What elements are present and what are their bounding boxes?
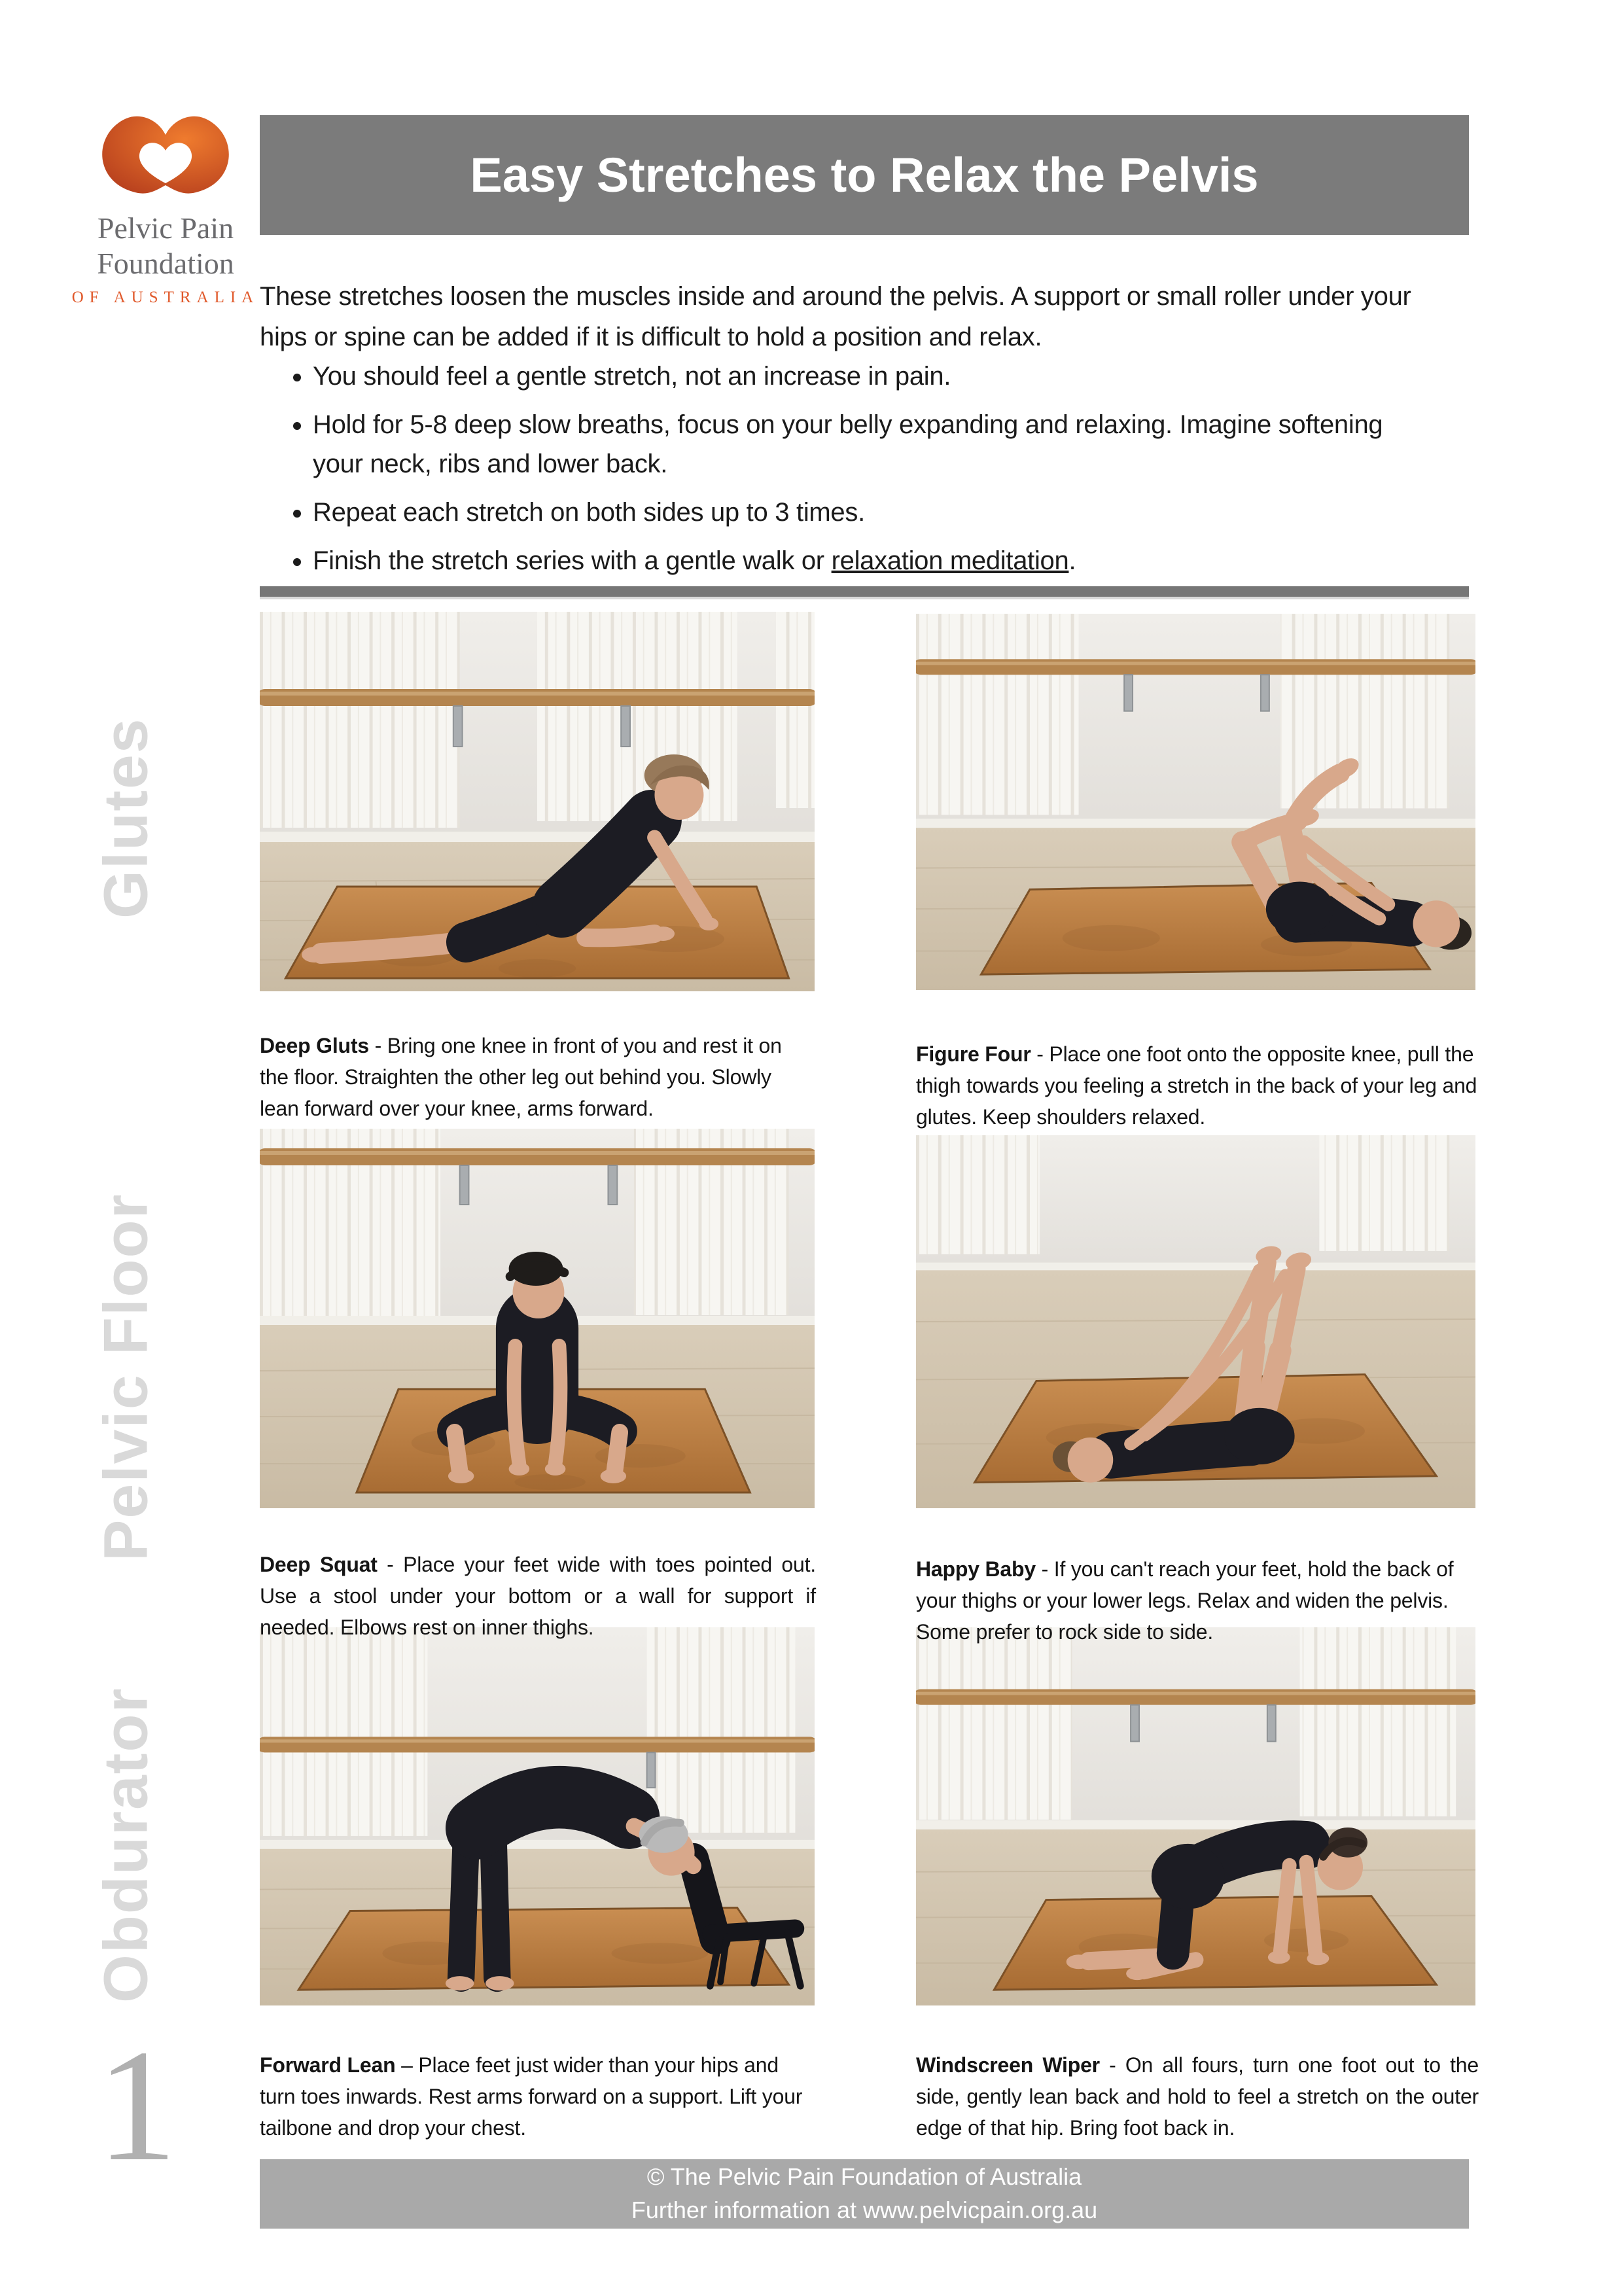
forward-lean-photo xyxy=(260,1627,815,2005)
caption-separator: - xyxy=(1099,2053,1125,2077)
exercise-name: Deep Gluts xyxy=(260,1034,369,1057)
section-label-obdurator: Obdurator xyxy=(91,1687,161,2004)
exercise-name: Windscreen Wiper xyxy=(916,2053,1100,2077)
exercise-name: Deep Squat xyxy=(260,1553,378,1576)
caption-separator: - xyxy=(368,1034,387,1057)
list-item-text: Finish the stretch series with a gentle walk or xyxy=(313,546,832,575)
caption-separator: – xyxy=(395,2053,419,2077)
windscreen-wiper-illustration-icon xyxy=(916,1627,1475,2005)
happy-baby-caption xyxy=(916,1553,1479,1648)
forward-lean-caption xyxy=(260,2049,816,2144)
pelvic-pain-foundation-logo xyxy=(71,110,260,307)
exercise-name: Figure Four xyxy=(916,1042,1031,1066)
figure-four-illustration-icon xyxy=(916,614,1475,990)
exercise-description: Place feet just wider than your hips and turn toes inwards. Rest arms forward on a support. Lift your tailbone and drop your chest. xyxy=(260,2053,803,2140)
intro-paragraph: These stretches loosen the muscles inside and around the pelvis. A support or small roller under your hips or spine can be added if it is difficult to hold a position and relax. xyxy=(260,282,1411,351)
deep-gluts-illustration-icon xyxy=(260,612,815,991)
caption-separator: - xyxy=(377,1553,404,1576)
exercise-description: Place one foot onto the opposite knee, pull the thigh towards you feeling a stretch in the back of your leg and glutes. Keep shoulders relaxed. xyxy=(916,1042,1477,1129)
list-item: • Hold for 5-8 deep slow breaths, focus on your belly expanding and relaxing. Imagine softening your neck, ribs and lower back. xyxy=(313,405,1425,484)
deep-gluts-caption xyxy=(260,1030,816,1124)
figure-four-caption xyxy=(916,1038,1479,1133)
exercise-description: If you can't reach your feet, hold the back of your thighs or your lower legs. Relax and widen the pelvis. Some prefer to rock side to side. xyxy=(916,1557,1454,1644)
logo-name-line1: Pelvic Pain xyxy=(97,211,234,245)
happy-baby-illustration-icon xyxy=(916,1135,1475,1508)
figure-four-photo xyxy=(916,614,1475,990)
section-divider xyxy=(260,586,1469,599)
caption-separator: - xyxy=(1035,1557,1054,1581)
section-label-glutes: Glutes xyxy=(91,717,161,919)
exercise-description: Place your feet wide with toes pointed out. Use a stool under your bottom or a wall for support if needed. Elbows rest on inner thighs. xyxy=(260,1553,816,1639)
heart-pelvis-logo-icon xyxy=(97,110,234,202)
forward-lean-illustration-icon xyxy=(260,1627,815,2005)
deep-squat-photo xyxy=(260,1129,815,1508)
exercise-description: Bring one knee in front of you and rest it on the floor. Straighten the other leg out behind you. Slowly lean forward over your knee, arms forward. xyxy=(260,1034,782,1120)
windscreen-wiper-photo xyxy=(916,1627,1475,2005)
logo-name xyxy=(71,211,260,282)
exercise-name: Happy Baby xyxy=(916,1557,1036,1581)
deep-gluts-photo xyxy=(260,612,815,991)
deep-squat-illustration-icon xyxy=(260,1129,815,1508)
caption-separator: - xyxy=(1031,1042,1049,1066)
instruction-list xyxy=(275,357,1425,590)
page-title: Easy Stretches to Relax the Pelvis xyxy=(470,148,1259,202)
list-item: • Repeat each stretch on both sides up to 3 times. xyxy=(313,493,1425,532)
footer-copyright: © The Pelvic Pain Foundation of Australia xyxy=(646,2163,1082,2191)
exercise-name: Forward Lean xyxy=(260,2053,396,2077)
list-item: • You should feel a gentle stretch, not an increase in pain. xyxy=(313,357,1425,396)
list-item-text: . xyxy=(1068,546,1076,575)
list-item xyxy=(313,541,1425,580)
page-number: 1 xyxy=(97,2017,177,2194)
deep-squat-caption xyxy=(260,1549,816,1643)
footer-bar xyxy=(260,2159,1469,2229)
title-banner xyxy=(260,115,1469,235)
relaxation-meditation-link[interactable]: relaxation meditation xyxy=(831,546,1069,575)
windscreen-wiper-caption xyxy=(916,2049,1479,2144)
logo-tagline: OF AUSTRALIA xyxy=(71,288,260,306)
logo-name-line2: Foundation xyxy=(97,247,234,281)
footer-website[interactable]: Further information at www.pelvicpain.org.au xyxy=(631,2197,1098,2223)
exercise-description: On all fours, turn one foot out to the side, gently lean back and hold to feel a stretch on the outer edge of that hip. Bring foot back in. xyxy=(916,2053,1479,2140)
happy-baby-photo xyxy=(916,1135,1475,1508)
section-label-pelvic-floor: Pelvic Floor xyxy=(91,1193,161,1562)
